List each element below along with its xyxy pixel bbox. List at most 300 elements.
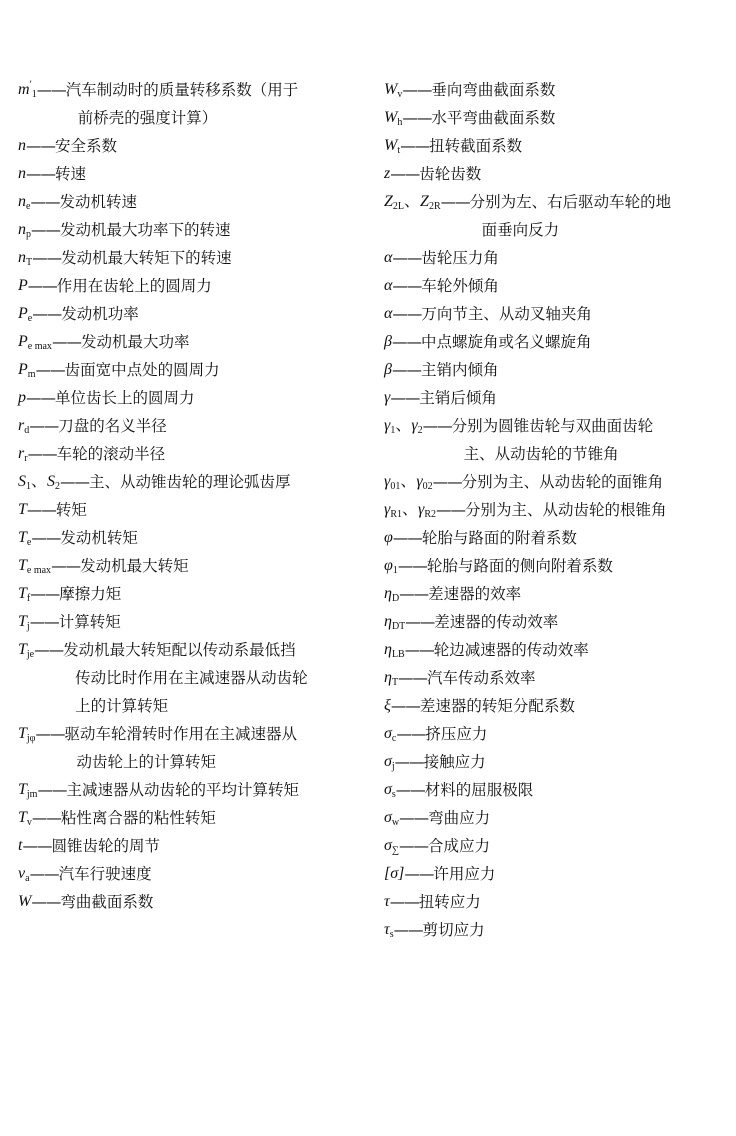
symbol-description xyxy=(422,524,577,552)
symbol-entry xyxy=(384,524,724,552)
description-line: 扭转应力 xyxy=(418,893,481,911)
description-line: 接触应力 xyxy=(423,753,486,771)
description-line: 水平弯曲截面系数 xyxy=(431,109,556,127)
symbol-subscript: r xyxy=(24,453,28,464)
em-dash: —— xyxy=(29,417,59,435)
symbol-entry xyxy=(18,832,363,860)
symbol xyxy=(18,860,30,888)
symbol-description xyxy=(427,664,536,692)
symbol-letter: n xyxy=(18,249,26,266)
symbol-prime: ′ xyxy=(29,79,32,91)
description-line: 发动机最大转矩下的转速 xyxy=(61,249,232,267)
symbol-description xyxy=(420,692,575,720)
symbol-separator: 、 xyxy=(400,473,417,490)
symbol-description xyxy=(89,468,291,496)
symbol-letter: γ xyxy=(416,473,423,490)
symbol-entry xyxy=(18,76,363,132)
symbol-letter: r xyxy=(18,417,25,434)
description-line: 转速 xyxy=(55,165,87,183)
em-dash: —— xyxy=(391,361,421,379)
symbol xyxy=(18,384,26,412)
symbol xyxy=(18,216,31,244)
em-dash: —— xyxy=(26,165,55,183)
symbol-description xyxy=(425,776,534,804)
description-line: 汽车行驶速度 xyxy=(58,865,152,883)
em-dash: —— xyxy=(404,865,434,883)
symbol-description xyxy=(59,860,152,888)
symbol-entry xyxy=(384,328,724,356)
em-dash: —— xyxy=(26,137,55,155)
symbol-description xyxy=(434,608,558,636)
symbol-entry xyxy=(384,356,724,384)
description-line: 动齿轮上的计算转矩 xyxy=(76,753,216,771)
description-line: 作用在齿轮上的圆周力 xyxy=(56,277,212,295)
symbol xyxy=(384,608,405,636)
symbol xyxy=(384,692,391,720)
symbol-subscript: 1 xyxy=(31,89,37,100)
symbol-entry xyxy=(18,300,363,328)
symbol-description xyxy=(59,608,121,636)
description-line: 扭转截面系数 xyxy=(429,137,523,155)
em-dash: —— xyxy=(432,473,462,491)
em-dash: —— xyxy=(51,557,81,575)
description-line: 发动机最大功率 xyxy=(80,333,190,351)
symbol-entry xyxy=(18,412,363,440)
symbol-description xyxy=(421,328,592,356)
em-dash: —— xyxy=(392,277,422,295)
symbol-entry xyxy=(384,412,724,468)
em-dash: —— xyxy=(422,417,452,435)
symbol-letter: τ xyxy=(384,893,390,910)
symbol xyxy=(18,608,30,636)
symbol-letter: η xyxy=(384,613,392,630)
symbol-description xyxy=(425,720,487,748)
symbol-description xyxy=(65,356,220,384)
symbol-description xyxy=(419,160,481,188)
symbol-entry xyxy=(384,860,724,888)
em-dash: —— xyxy=(35,361,65,379)
symbol xyxy=(18,720,35,748)
symbol-letter: σ xyxy=(384,837,392,854)
description-line: 主、从动齿轮的节锥角 xyxy=(463,445,619,463)
symbol-letter: φ xyxy=(384,529,393,546)
symbol-subscript: 1 xyxy=(390,425,396,436)
symbol-entry xyxy=(18,496,363,524)
symbol-letter: m xyxy=(18,81,30,98)
em-dash: —— xyxy=(397,557,427,575)
symbol-description xyxy=(57,440,166,468)
em-dash: —— xyxy=(32,305,62,323)
symbol xyxy=(384,328,392,356)
description-line: 弯曲截面系数 xyxy=(60,893,154,911)
symbol-description xyxy=(64,720,297,776)
symbol-letter: α xyxy=(384,305,393,322)
symbol-subscript: R1 xyxy=(390,509,402,520)
symbol-letter: p xyxy=(18,389,26,406)
em-dash: —— xyxy=(399,585,429,603)
em-dash: —— xyxy=(390,165,420,183)
symbol-description xyxy=(452,412,654,468)
symbol xyxy=(384,916,394,944)
symbol xyxy=(18,496,27,524)
symbol-entry xyxy=(384,160,724,188)
description-line: 弯曲应力 xyxy=(428,809,491,827)
symbol-entry xyxy=(384,552,724,580)
symbol-letter: T xyxy=(18,557,27,574)
symbol-subscript: s xyxy=(389,929,394,940)
symbol-letter: η xyxy=(384,669,392,686)
description-line: 车轮外倾角 xyxy=(421,277,499,295)
em-dash: —— xyxy=(392,529,422,547)
symbol-entry xyxy=(384,104,724,132)
symbol xyxy=(18,272,28,300)
symbol-separator: 、 xyxy=(31,473,48,490)
description-line: 发动机转速 xyxy=(59,193,137,211)
symbol-entry xyxy=(18,328,363,356)
description-line: 安全系数 xyxy=(55,137,118,155)
symbol-letter: Z xyxy=(384,193,393,210)
symbol-letter: σ xyxy=(384,781,392,798)
symbol-entry xyxy=(384,76,724,104)
description-line: 粘性离合器的粘性转矩 xyxy=(60,809,216,827)
symbol-entry xyxy=(18,216,363,244)
symbol-description xyxy=(58,412,167,440)
symbol-letter: T xyxy=(18,529,27,546)
em-dash: —— xyxy=(398,669,428,687)
symbol-description xyxy=(419,888,481,916)
symbol-letter: P xyxy=(18,277,28,294)
symbol-description xyxy=(419,384,497,412)
symbol-subscript: 2R xyxy=(428,201,441,212)
symbol-subscript: p xyxy=(26,229,31,240)
symbol-letter: β xyxy=(384,361,392,378)
symbol-letter: T xyxy=(18,781,27,798)
symbol-entry xyxy=(384,580,724,608)
symbol-subscript: e max xyxy=(26,565,52,576)
symbol-description xyxy=(56,496,87,524)
symbol xyxy=(18,76,37,104)
symbol-subscript: T xyxy=(391,677,399,688)
symbol-letter: T xyxy=(18,585,27,602)
symbol-entry xyxy=(18,860,363,888)
em-dash: —— xyxy=(31,893,61,911)
symbol xyxy=(384,300,392,328)
symbol-letter: γ xyxy=(418,501,425,518)
symbol-entry xyxy=(384,664,724,692)
symbol-entry xyxy=(18,636,363,720)
symbol-letter: γ xyxy=(384,389,391,406)
symbol xyxy=(384,412,423,440)
symbol-letter: T xyxy=(18,501,27,518)
description-line: 计算转矩 xyxy=(58,613,121,631)
description-line: 分别为圆锥齿轮与双曲面齿轮 xyxy=(451,417,654,435)
em-dash: —— xyxy=(435,501,465,519)
symbol xyxy=(384,748,395,776)
symbol-letter: S xyxy=(47,473,56,490)
em-dash: —— xyxy=(26,389,55,407)
symbol xyxy=(384,104,402,132)
symbol-letter: η xyxy=(384,641,392,658)
symbol-letter: σ xyxy=(384,753,392,770)
description-line: 剪切应力 xyxy=(422,921,485,939)
symbol xyxy=(384,720,396,748)
symbol xyxy=(384,636,405,664)
em-dash: —— xyxy=(402,81,432,99)
symbol-letter: σ xyxy=(384,809,392,826)
symbol-subscript: 2L xyxy=(392,201,405,212)
symbol-entry xyxy=(384,748,724,776)
symbol-description xyxy=(428,580,521,608)
description-line: 主销内倾角 xyxy=(420,361,499,379)
symbol-entry xyxy=(18,160,363,188)
symbol-letter: Z xyxy=(420,193,429,210)
symbol xyxy=(384,832,399,860)
symbol-letter: z xyxy=(384,165,391,182)
description-line: 前桥壳的强度计算） xyxy=(77,109,218,127)
symbol xyxy=(18,468,60,496)
symbol-entry xyxy=(18,580,363,608)
em-dash: —— xyxy=(27,445,57,463)
symbol-letter: β xyxy=(384,333,392,350)
symbol-entry xyxy=(18,776,363,804)
symbol-subscript: jm xyxy=(26,789,38,800)
description-line: 主、从动锥齿轮的理论弧齿厚 xyxy=(89,473,291,491)
symbol-subscript: t xyxy=(397,145,401,156)
symbol-description xyxy=(428,832,490,860)
em-dash: —— xyxy=(60,473,90,491)
symbol-entry xyxy=(18,188,363,216)
symbol-description xyxy=(431,104,555,132)
description-line: 轮胎与路面的侧向附着系数 xyxy=(426,557,613,575)
description-line: 差速器的效率 xyxy=(428,585,522,603)
symbol-description xyxy=(428,804,490,832)
symbol-description xyxy=(55,384,195,412)
symbol-description xyxy=(434,636,589,664)
symbol-description xyxy=(424,748,486,776)
symbol-entry xyxy=(384,916,724,944)
em-dash: —— xyxy=(405,613,435,631)
em-dash: —— xyxy=(394,753,424,771)
symbol-entry xyxy=(384,132,724,160)
symbol-subscript: 02 xyxy=(422,481,433,492)
em-dash: —— xyxy=(392,305,422,323)
symbol-letter: n xyxy=(18,165,26,182)
symbol xyxy=(18,804,32,832)
description-line: 刀盘的名义半径 xyxy=(58,417,167,435)
symbol-subscript: f xyxy=(26,593,31,604)
symbol-separator: 、 xyxy=(395,417,412,434)
symbol-letter: T xyxy=(18,641,27,658)
description-line: 材料的屈服极限 xyxy=(424,781,534,799)
symbol-entry xyxy=(18,272,363,300)
symbol-letter: P xyxy=(18,361,28,378)
symbol xyxy=(18,244,32,272)
symbol-subscript: s xyxy=(391,789,396,800)
symbol-entry xyxy=(18,804,363,832)
symbol xyxy=(18,188,30,216)
symbol-letter: W xyxy=(384,109,398,126)
symbol-letter: [σ] xyxy=(384,865,405,882)
symbol-letter: γ xyxy=(384,501,391,518)
symbol-subscript: R2 xyxy=(424,509,436,520)
description-line: 传动比时作用在主减速器从动齿轮 xyxy=(75,669,308,687)
description-line: 主减速器从动齿轮的平均计算转矩 xyxy=(66,781,299,799)
symbol-description xyxy=(60,888,153,916)
symbol-subscript: w xyxy=(391,817,400,828)
description-line: 单位齿长上的圆周力 xyxy=(55,389,195,407)
symbol-description xyxy=(421,272,499,300)
em-dash: —— xyxy=(393,921,423,939)
symbol-letter: T xyxy=(18,613,27,630)
symbol-letter: α xyxy=(384,249,393,266)
symbol-description xyxy=(66,776,299,804)
symbol-subscript: LB xyxy=(391,649,405,660)
description-line: 许用应力 xyxy=(433,865,496,883)
symbol-entry xyxy=(384,720,724,748)
symbol-entry xyxy=(384,608,724,636)
symbol-letter: W xyxy=(18,893,32,910)
symbol-entry xyxy=(18,888,363,916)
symbol-description xyxy=(81,328,190,356)
symbol-description xyxy=(462,468,664,496)
symbol-subscript: h xyxy=(397,117,403,128)
symbol-separator: 、 xyxy=(404,193,421,210)
em-dash: —— xyxy=(31,809,61,827)
symbol-entry xyxy=(384,776,724,804)
em-dash: —— xyxy=(404,641,434,659)
description-line: 垂向弯曲截面系数 xyxy=(431,81,556,99)
description-line: 分别为主、从动齿轮的面锥角 xyxy=(461,473,664,491)
description-line: 发动机功率 xyxy=(61,305,139,323)
em-dash: —— xyxy=(26,501,56,519)
description-line: 万向节主、从动叉轴夹角 xyxy=(421,305,592,323)
symbol-letter: ξ xyxy=(384,697,391,714)
symbol-letter: r xyxy=(18,445,25,462)
symbol-entry xyxy=(384,300,724,328)
symbol-letter: τ xyxy=(384,921,390,938)
em-dash: —— xyxy=(389,893,419,911)
symbol-entry xyxy=(18,244,363,272)
symbol-letter: P xyxy=(18,305,28,322)
symbol-letter: γ xyxy=(384,417,391,434)
symbol-entry xyxy=(384,272,724,300)
em-dash: —— xyxy=(440,193,470,211)
symbol-letter: n xyxy=(18,221,26,238)
em-dash: —— xyxy=(29,613,59,631)
symbol-subscript: 01 xyxy=(390,481,401,492)
description-line: 上的计算转矩 xyxy=(75,697,169,715)
em-dash: —— xyxy=(32,249,62,267)
symbol xyxy=(18,300,32,328)
symbol-subscript: e xyxy=(26,537,32,548)
symbol xyxy=(384,776,396,804)
symbol-subscript: e max xyxy=(27,341,52,352)
symbol-letter: φ xyxy=(384,557,393,574)
symbol-subscript: je xyxy=(26,649,35,660)
description-line: 轮边减速器的传动效率 xyxy=(433,641,589,659)
symbol-letter: σ xyxy=(384,725,392,742)
symbol-entry xyxy=(384,496,724,524)
symbol-entry xyxy=(384,244,724,272)
em-dash: —— xyxy=(51,333,81,351)
description-line: 面垂向反力 xyxy=(481,221,560,239)
symbol-entry xyxy=(18,552,363,580)
symbol xyxy=(384,244,392,272)
em-dash: —— xyxy=(391,333,421,351)
em-dash: —— xyxy=(30,193,60,211)
symbol xyxy=(384,496,436,524)
symbol xyxy=(384,272,392,300)
description-line: 齿轮齿数 xyxy=(419,165,482,183)
description-line: 齿面宽中点处的圆周力 xyxy=(64,361,220,379)
symbol-subscript: j xyxy=(26,621,30,632)
symbol xyxy=(384,76,402,104)
symbol-description xyxy=(465,496,667,524)
symbol-subscript: jφ xyxy=(26,733,36,744)
symbol-entry xyxy=(384,804,724,832)
em-dash: —— xyxy=(29,865,59,883)
symbol-description xyxy=(431,76,555,104)
symbol-letter: P xyxy=(18,333,28,350)
symbol-letter: T xyxy=(18,725,27,742)
symbol-letter: W xyxy=(384,137,398,154)
symbol xyxy=(18,580,30,608)
symbol-subscript: e xyxy=(26,201,31,212)
symbol-subscript: 1 xyxy=(392,565,398,576)
symbol-subscript: v xyxy=(26,817,32,828)
symbol-description xyxy=(429,132,522,160)
description-line: 圆锥齿轮的周节 xyxy=(51,837,160,855)
description-line: 齿轮压力角 xyxy=(421,249,499,267)
symbol xyxy=(384,188,441,216)
symbol-entry xyxy=(18,468,363,496)
description-line: 发动机最大转矩配以传动系最低挡 xyxy=(63,641,296,659)
symbol-description xyxy=(421,300,592,328)
symbol-entry xyxy=(384,468,724,496)
symbol-subscript: 1 xyxy=(26,481,31,492)
symbol-description xyxy=(59,188,137,216)
description-line: 车轮的滚动半径 xyxy=(56,445,166,463)
description-line: 差速器的传动效率 xyxy=(434,613,559,631)
symbol-description xyxy=(55,160,86,188)
symbol xyxy=(18,776,37,804)
symbol-subscript: 2 xyxy=(55,481,61,492)
symbol-entry xyxy=(18,440,363,468)
symbol-entry xyxy=(18,524,363,552)
em-dash: —— xyxy=(400,137,430,155)
symbol xyxy=(18,412,29,440)
symbol xyxy=(18,160,26,188)
symbol-list-right xyxy=(384,76,724,944)
symbol-description xyxy=(470,188,672,244)
em-dash: —— xyxy=(395,781,425,799)
em-dash: —— xyxy=(35,725,65,743)
description-line: 差速器的转矩分配系数 xyxy=(419,697,575,715)
symbol xyxy=(18,888,31,916)
em-dash: —— xyxy=(396,725,426,743)
symbol-description xyxy=(80,552,189,580)
symbol-description xyxy=(421,356,499,384)
symbol-entry xyxy=(18,132,363,160)
symbol xyxy=(384,860,404,888)
symbol xyxy=(384,664,398,692)
symbol xyxy=(18,552,51,580)
description-line: 摩擦力矩 xyxy=(59,585,122,603)
symbol-letter: S xyxy=(18,473,26,490)
symbol-entry xyxy=(384,384,724,412)
symbol-description xyxy=(61,300,139,328)
symbol-subscript: v xyxy=(397,89,403,100)
